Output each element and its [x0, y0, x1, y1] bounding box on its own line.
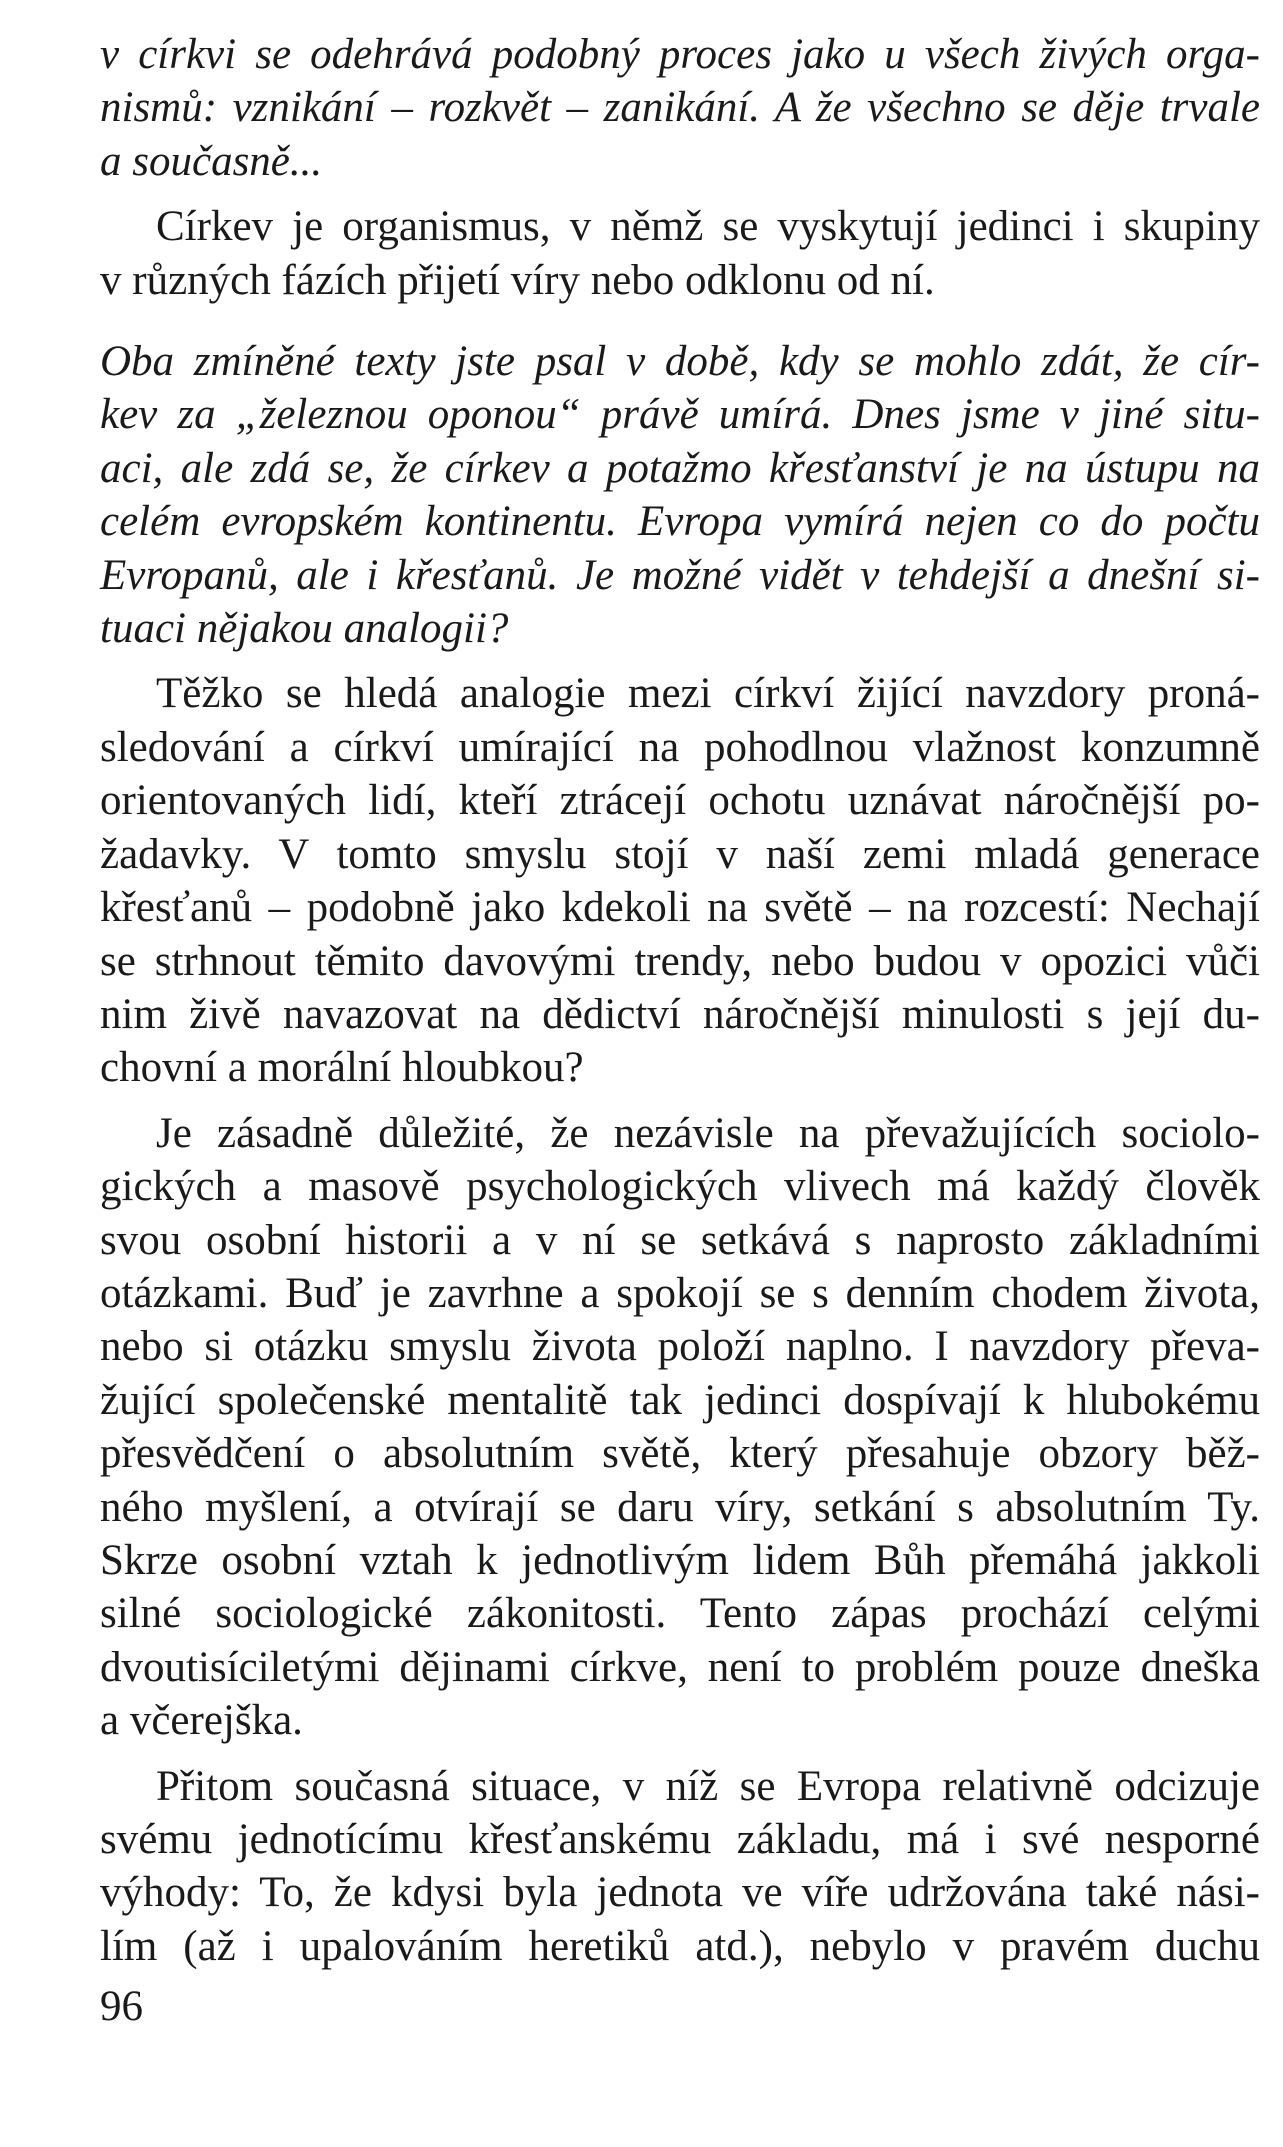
answer-paragraph [100, 1760, 1260, 1974]
text-line: orientovaných lidí, kteří ztrácejí ochotu uznávat náročnější po- [100, 777, 1260, 825]
question-paragraph [100, 28, 1260, 188]
answer-paragraph [100, 667, 1260, 1094]
text-line: Církev je organismus, v němž se vyskytují jedinci i skupiny [156, 203, 1260, 251]
text-line: přesvědčení o absolutním světě, který přesahuje obzory běž- [100, 1430, 1260, 1478]
text-line: gických a masově psychologických vlivech má každý člověk [100, 1163, 1260, 1211]
text-line: Přitom současná situace, v níž se Evropa relativně odcizuje [156, 1762, 1260, 1810]
answer-paragraph [100, 1107, 1260, 1748]
text-line: sledování a církví umírající na pohodlnou vlažnost konzumně [100, 723, 1260, 771]
text-line: žadavky. V tomto smyslu stojí v naší zemi mladá generace [100, 830, 1260, 878]
text-line: nim živě navazovat na dědictví náročnější minulosti s její du- [100, 990, 1260, 1038]
text-line: žující společenské mentalitě tak jedinci dospívají k hlubokému [100, 1376, 1260, 1424]
page-body [100, 28, 1260, 1973]
text-line: Evropanů, ale i křesťanů. Je možné vidět v tehdejší a dnešní si- [100, 551, 1260, 599]
text-line: ného myšlení, a otvírají se daru víry, setkání s absolutním Ty. [100, 1483, 1260, 1531]
text-line: v církvi se odehrává podobný proces jako u všech živých orga- [100, 31, 1260, 78]
text-line: křesťanů – podobně jako kdekoli na světě – na rozcestí: Nechají [100, 884, 1260, 932]
text-line: aci, ale zdá se, že církev a potažmo křesťanství je na ústupu na [100, 444, 1260, 492]
text-line: výhody: To, že kdysi byla jednota ve víře udržována také nási- [100, 1869, 1260, 1917]
text-line: a včerejška. [100, 1697, 303, 1745]
text-line: se strhnout těmito davovými trendy, nebo budou v opozici vůči [100, 937, 1260, 985]
text-line: dvoutisíciletými dějinami církve, není to problém pouze dneška [100, 1643, 1260, 1691]
text-line: Je zásadně důležité, že nezávisle na převažujících sociolo- [156, 1109, 1260, 1157]
text-line: v různých fázích přijetí víry nebo odklonu od ní. [100, 256, 935, 304]
text-line: nismů: vznikání – rozkvět – zanikání. A že všechno se děje trvale [100, 84, 1260, 132]
page-number: 96 [100, 1983, 143, 2030]
text-line: chovní a morální hloubkou? [100, 1044, 584, 1092]
answer-paragraph [100, 200, 1260, 307]
text-line: lím (až i upalováním heretiků atd.), nebylo v pravém duchu [100, 1922, 1260, 1970]
text-line: otázkami. Buď je zavrhne a spokojí se s denním chodem života, [100, 1269, 1260, 1317]
text-line: svou osobní historii a v ní se setkává s naprosto základními [100, 1216, 1260, 1264]
text-line: tuaci nějakou analogii? [100, 605, 509, 653]
text-line: a současně... [100, 137, 323, 185]
text-line: silné sociologické zákonitosti. Tento zápas prochází celými [100, 1590, 1260, 1638]
text-line: Těžko se hledá analogie mezi církví žijící navzdory proná- [156, 670, 1260, 718]
text-line: nebo si otázku smyslu života položí naplno. I navzdory převa- [100, 1323, 1260, 1371]
text-line: Skrze osobní vztah k jednotlivým lidem Bůh přemáhá jakkoli [100, 1536, 1260, 1584]
question-paragraph [100, 335, 1260, 655]
text-line: celém evropském kontinentu. Evropa vymírá nejen co do počtu [100, 498, 1260, 546]
text-line: kev za „železnou oponou“ právě umírá. Dnes jsme v jiné situ- [100, 391, 1260, 439]
text-line: Oba zmíněné texty jste psal v době, kdy se mohlo zdát, že cír- [100, 338, 1260, 386]
text-line: svému jednotícímu křesťanskému základu, má i své nesporné [100, 1816, 1260, 1863]
